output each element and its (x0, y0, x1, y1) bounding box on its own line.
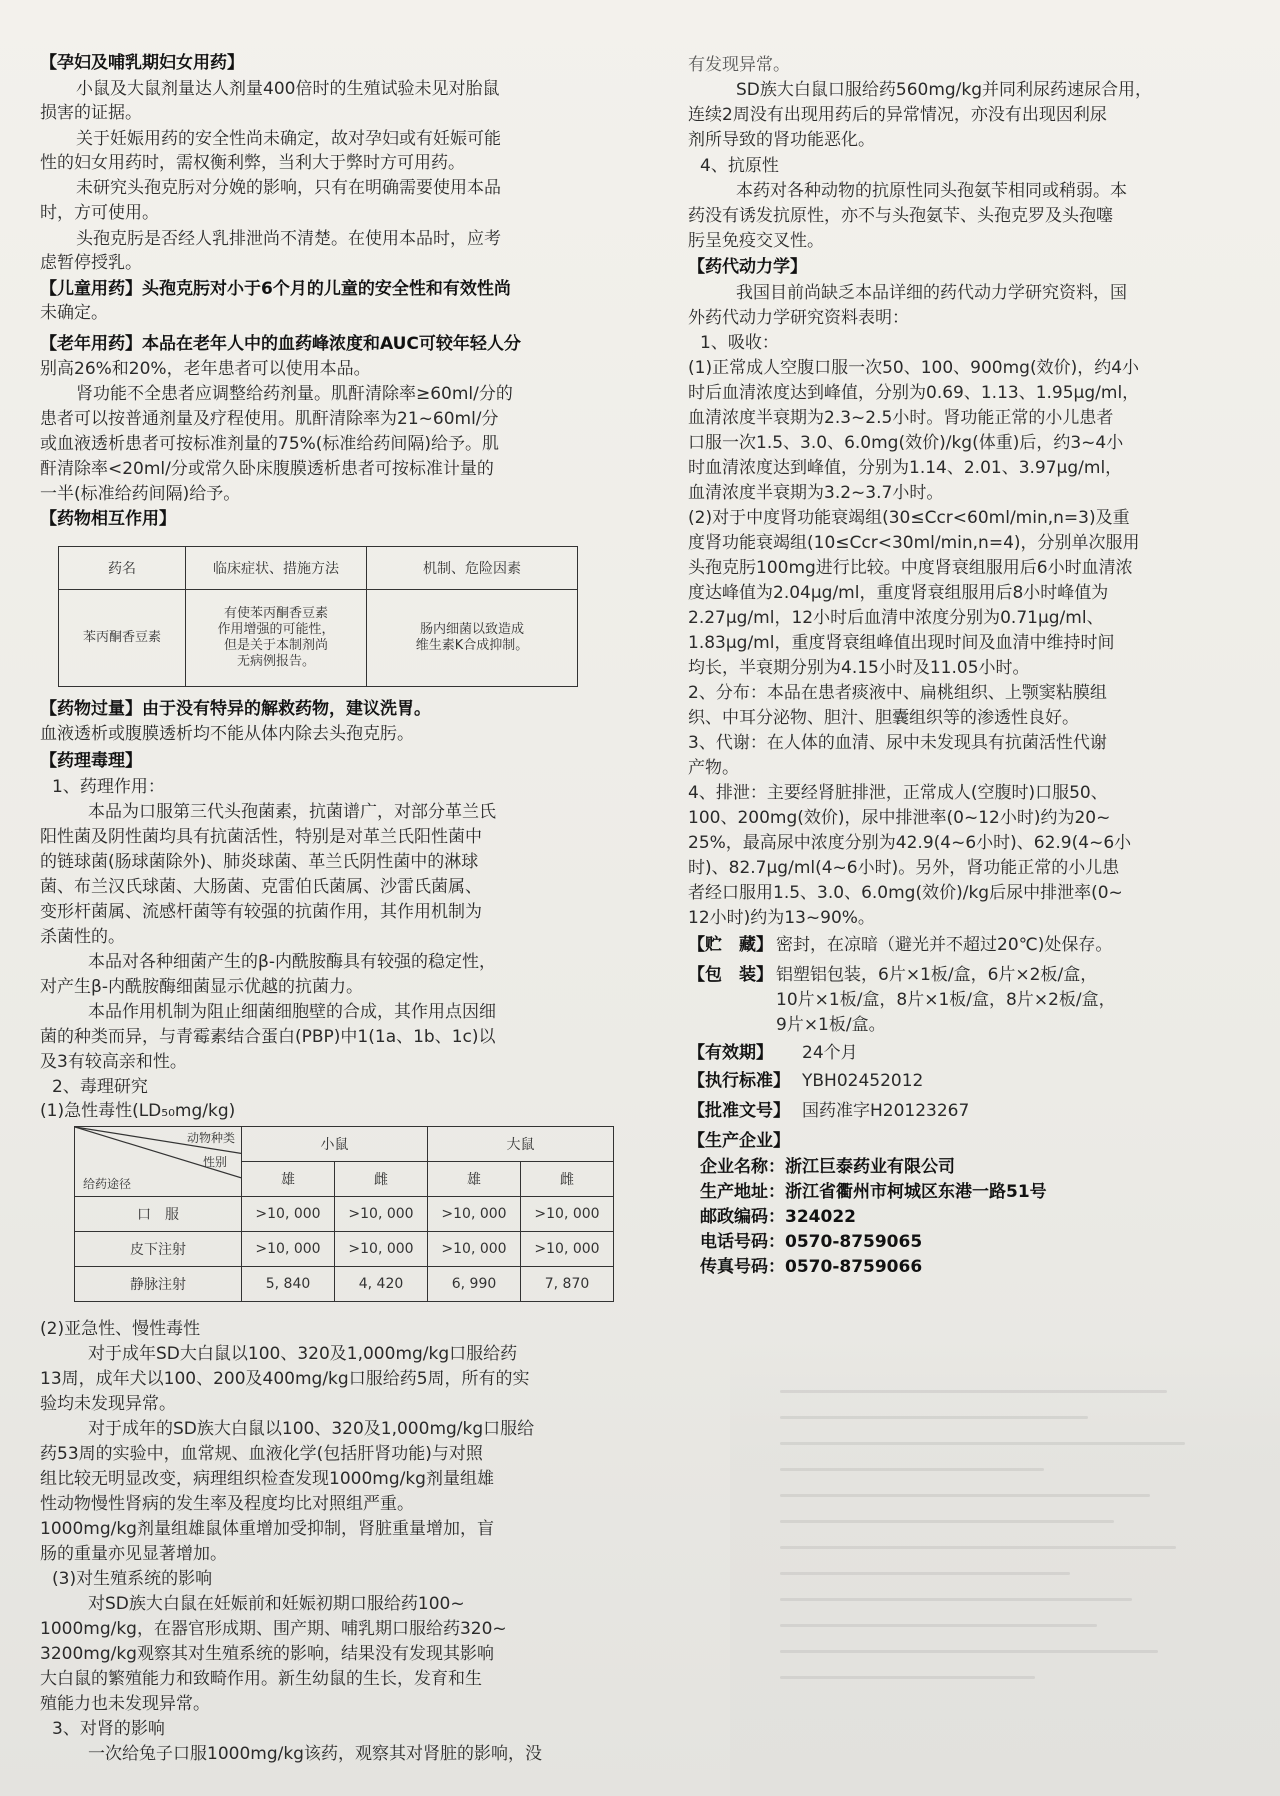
chronic-toxicity-text: 组比较无明显改变，病理组织检查发现1000mg/kg剂量组雄 (40, 1469, 494, 1489)
toxicology-text: 菌的种类而异，与青霉素结合蛋白(PBP)中1(1a、1b、1c)以 (40, 1027, 496, 1047)
table-header: 药名 (59, 547, 186, 590)
pharmacokinetics-text: 度肾功能衰竭组(10≤Ccr<30ml/min,n=4)，分别单次服用 (688, 533, 1140, 553)
pharmacokinetics-text: 产物。 (688, 758, 739, 778)
toxicology-text: 本品为口服第三代头孢菌素，抗菌谱广，对部分革兰氏 (88, 802, 496, 822)
cell-line: 作用增强的可能性， (217, 622, 335, 637)
storage-label: 【贮 藏】 (688, 935, 773, 955)
geriatric-text: 患者可以按普通剂量及疗程使用。肌酐清除率为21~60ml/分 (40, 409, 499, 429)
pharmacokinetics-text: 12小时)约为13~90%。 (688, 908, 875, 928)
chronic-toxicity-text: 验均未发现异常。 (40, 1394, 176, 1414)
toxicology-text: 2、毒理研究 (52, 1077, 148, 1097)
reproductive-text: (3)对生殖系统的影响 (52, 1569, 213, 1589)
renal-effect-text: 一次给兔子口服1000mg/kg该药，观察其对肾脏的影响，没 (88, 1744, 542, 1764)
approval-value: 国药准字H20123267 (802, 1101, 970, 1121)
geriatric-text: 别高26%和20%，老年患者可以使用本品。 (40, 359, 371, 379)
storage-value: 密封，在凉暗（避光并不超过20℃)处保存。 (776, 935, 1113, 955)
toxicology-text: 1、药理作用： (52, 777, 165, 797)
pharmacokinetics-text: 者经口服用1.5、3.0、6.0mg(效价)/kg后尿中排泄率(0~ (688, 883, 1123, 903)
table-cell: >10, 000 (335, 1197, 428, 1232)
validity-label: 【有效期】 (688, 1043, 773, 1063)
pregnancy-text: 小鼠及大鼠剂量达人剂量400倍时的生殖试验未见对胎鼠 (76, 79, 500, 99)
pediatric-text: 未确定。 (40, 303, 108, 323)
table-cell: 苯丙酮香豆素 (59, 590, 186, 687)
table-header: 雌 (335, 1162, 428, 1197)
pregnancy-heading: 【孕妇及哺乳期妇女用药】 (40, 53, 244, 73)
renal-effect-text: 连续2周没有出现用药后的异常情况，亦没有出现因利尿 (688, 105, 1107, 125)
standard-value: YBH02452012 (802, 1071, 924, 1091)
table-cell: 7, 870 (521, 1267, 614, 1302)
overdose-text: 血液透析或腹膜透析均不能从体内除去头孢克肟。 (40, 724, 414, 744)
toxicology-text: 本品作用机制为阻止细菌细胞壁的合成，其作用点因细 (88, 1002, 496, 1022)
table-row-label: 口 服 (75, 1197, 242, 1232)
reproductive-text: 1000mg/kg，在器官形成期、围产期、哺乳期口服给药320~ (40, 1619, 507, 1639)
chronic-toxicity-text: 肠的重量亦见显著增加。 (40, 1544, 227, 1564)
pregnancy-text: 关于妊娠用药的安全性尚未确定，故对孕妇或有妊娠可能 (76, 129, 501, 149)
pharmacokinetics-text: 血清浓度半衰期为2.3~2.5小时。肾功能正常的小儿患者 (688, 408, 1114, 428)
cell-line: 无病例报告。 (236, 654, 315, 669)
renal-effect-text: SD族大白鼠口服给药560mg/kg并同利尿药速尿合用， (736, 80, 1153, 100)
acute-toxicity-table (74, 1126, 614, 1302)
reproductive-text: 大白鼠的繁殖能力和致畸作用。新生幼鼠的生长，发育和生 (40, 1669, 482, 1689)
pharmacokinetics-text: 时后血清浓度达到峰值，分别为0.69、1.13、1.95μg/ml， (688, 383, 1140, 403)
pharmacokinetics-text: 时)、82.7μg/ml(4~6小时)。另外，肾功能正常的小儿患 (688, 858, 1120, 878)
antigenicity-text: 肟呈免疫交叉性。 (688, 231, 824, 251)
geriatric-text: 酐清除率<20ml/分或常久卧床腹膜透析患者可按标准计量的 (40, 459, 494, 479)
table-cell: 4, 420 (335, 1267, 428, 1302)
toxicology-text: 本品对各种细菌产生的β-内酰胺酶具有较强的稳定性， (88, 952, 496, 972)
toxicology-text: (1)急性毒性(LD₅₀mg/kg) (40, 1101, 236, 1121)
pregnancy-text: 虑暂停授乳。 (40, 253, 142, 273)
manufacturer-fax: 传真号码：0570-8759066 (700, 1257, 923, 1277)
manufacturer-phone: 电话号码：0570-8759065 (700, 1232, 923, 1252)
pharmacokinetics-text: 1.83μg/ml，重度肾衰组峰值出现时间及血清中维持时间 (688, 633, 1115, 653)
table-row-label: 皮下注射 (75, 1232, 242, 1267)
geriatric-text: 一半(标准给药间隔)给予。 (40, 484, 241, 504)
antigenicity-text: 本药对各种动物的抗原性同头孢氨苄相同或稍弱。本 (736, 181, 1127, 201)
cell-line: 肠内细菌以致造成 (419, 622, 524, 637)
table-cell: >10, 000 (428, 1232, 521, 1267)
packaging-value: 铝塑铝包装，6片×1板/盒，6片×2板/盒， (776, 965, 1098, 985)
pharmacokinetics-text: 4、排泄：主要经肾脏排泄，正常成人(空腹时)口服50、 (688, 783, 1108, 803)
table-cell: >10, 000 (335, 1232, 428, 1267)
renal-effect-text: 剂所导致的肾功能恶化。 (688, 130, 875, 150)
table-cell: >10, 000 (242, 1197, 335, 1232)
interaction-heading: 【药物相互作用】 (40, 509, 176, 529)
pharmacokinetics-text: 口服一次1.5、3.0、6.0mg(效价)/kg(体重)后，约3~4小 (688, 433, 1124, 453)
pediatric-section: 【儿童用药】头孢克肟对小于6个月的儿童的安全性和有效性尚 (40, 279, 511, 299)
toxicology-heading: 【药理毒理】 (40, 751, 142, 771)
toxicology-text: 变形杆菌属、流感杆菌等有较强的抗菌作用，其作用机制为 (40, 902, 482, 922)
cell-line: 有使苯丙酮香豆素 (223, 606, 328, 621)
pharmacokinetics-text: 血清浓度半衰期为3.2~3.7小时。 (688, 483, 944, 503)
pregnancy-text: 性的妇女用药时，需权衡利弊，当利大于弊时方可用药。 (40, 153, 465, 173)
pregnancy-text: 头孢克肟是否经人乳排泄尚不清楚。在使用本品时，应考 (76, 229, 501, 249)
table-header: 雄 (428, 1162, 521, 1197)
overdose-section: 【药物过量】由于没有特异的解救药物，建议洗胃。 (40, 699, 431, 719)
pharmacokinetics-text: 2、分布：本品在患者痰液中、扁桃组织、上颚窦粘膜组 (688, 683, 1107, 703)
table-cell (367, 590, 578, 687)
toxicology-text: 菌、布兰汉氏球菌、大肠菌、克雷伯氏菌属、沙雷氏菌属、 (40, 877, 482, 897)
faded-bleedthrough-lines (780, 1390, 1220, 1702)
pharmacokinetics-text: (2)对于中度肾功能衰竭组(30≤Ccr<60ml/min,n=3)及重 (688, 508, 1130, 528)
interaction-table (58, 546, 578, 687)
antigenicity-text: 4、抗原性 (700, 156, 779, 176)
cell-line: 但是关于本制剂尚 (223, 638, 328, 653)
table-header: 雄 (242, 1162, 335, 1197)
cell-line: 维生素K合成抑制。 (415, 638, 529, 653)
manufacturer-zip: 邮政编码：324022 (700, 1207, 856, 1227)
table-cell: >10, 000 (242, 1232, 335, 1267)
corner-label: 性别 (202, 1155, 227, 1169)
packaging-value: 9片×1板/盒。 (776, 1015, 886, 1035)
pharmacokinetics-text: 织、中耳分泌物、胆汁、胆囊组织等的渗透性良好。 (688, 708, 1079, 728)
geriatric-text: 肾功能不全患者应调整给药剂量。肌酐清除率≥60ml/分的 (76, 384, 513, 404)
table-header: 大鼠 (428, 1127, 614, 1162)
pharmacokinetics-text: 均长，半衰期分别为4.15小时及11.05小时。 (688, 658, 1030, 678)
table-header: 雌 (521, 1162, 614, 1197)
pharmacokinetics-text: 100、200mg(效价)，尿中排泄率(0~12小时)约为20~ (688, 808, 1111, 828)
chronic-toxicity-text: 药53周的实验中，血常规、血液化学(包括肝肾功能)与对照 (40, 1444, 483, 1464)
pharmacokinetics-text: 1、吸收： (700, 333, 779, 353)
table-cell: 6, 990 (428, 1267, 521, 1302)
reproductive-text: 3200mg/kg观察其对生殖系统的影响，结果没有发现其影响 (40, 1644, 494, 1664)
pharmacokinetics-text: 2.27μg/ml，12小时后血清中浓度分别为0.71μg/ml、 (688, 608, 1104, 628)
chronic-toxicity-text: 对于成年SD大白鼠以100、320及1,000mg/kg口服给药 (88, 1344, 518, 1364)
reproductive-text: 对SD族大白鼠在妊娠前和妊娠初期口服给药100~ (88, 1594, 465, 1614)
pharmacokinetics-text: 25%，最高尿中浓度分别为42.9(4~6小时)、62.9(4~6小 (688, 833, 1132, 853)
approval-label: 【批准文号】 (688, 1101, 790, 1121)
table-cell: >10, 000 (428, 1197, 521, 1232)
pharmacokinetics-text: 时血清浓度达到峰值，分别为1.14、2.01、3.97μg/ml， (688, 458, 1123, 478)
table-cell: 5, 840 (242, 1267, 335, 1302)
manufacturer-name: 企业名称：浙江巨泰药业有限公司 (700, 1157, 955, 1177)
table-header: 小鼠 (242, 1127, 428, 1162)
table-cell: >10, 000 (521, 1232, 614, 1267)
pharmacokinetics-text: 我国目前尚缺乏本品详细的药代动力学研究资料，国 (736, 283, 1127, 303)
chronic-toxicity-text: 性动物慢性肾病的发生率及程度均比对照组严重。 (40, 1494, 414, 1514)
manufacturer-label: 【生产企业】 (688, 1131, 790, 1151)
table-header: 临床症状、措施方法 (186, 547, 367, 590)
pharmacokinetics-text: 头孢克肟100mg进行比较。中度肾衰组服用后6小时血清浓 (688, 558, 1133, 578)
corner-label: 给药途径 (83, 1177, 132, 1191)
chronic-toxicity-text: 1000mg/kg剂量组雄鼠体重增加受抑制，肾脏重量增加，盲 (40, 1519, 494, 1539)
toxicology-text: 对产生β-内酰胺酶细菌显示优越的抗菌力。 (40, 977, 363, 997)
toxicology-text: 阳性菌及阴性菌均具有抗菌活性，特别是对革兰氏阳性菌中 (40, 827, 482, 847)
chronic-toxicity-text: 对于成年的SD族大白鼠以100、320及1,000mg/kg口服给 (88, 1419, 535, 1439)
pharmacokinetics-text: (1)正常成人空腹口服一次50、100、900mg(效价)，约4小 (688, 358, 1140, 378)
chronic-toxicity-text: (2)亚急性、慢性毒性 (40, 1319, 201, 1339)
table-cell (186, 590, 367, 687)
manufacturer-address: 生产地址：浙江省衢州市柯城区东港一路51号 (700, 1182, 1047, 1202)
pregnancy-text: 损害的证据。 (40, 103, 142, 123)
table-cell: >10, 000 (521, 1197, 614, 1232)
table-header: 机制、危险因素 (367, 547, 578, 590)
renal-effect-text: 3、对肾的影响 (52, 1719, 165, 1739)
packaging-value: 10片×1板/盒，8片×1板/盒，8片×2板/盒， (776, 990, 1116, 1010)
renal-effect-text: 有发现异常。 (688, 55, 790, 75)
toxicology-text: 杀菌性的。 (40, 927, 125, 947)
antigenicity-text: 药没有诱发抗原性，亦不与头孢氨苄、头孢克罗及头孢噻 (688, 206, 1113, 226)
pharmacokinetics-text: 外药代动力学研究资料表明： (688, 308, 909, 328)
standard-label: 【执行标准】 (688, 1071, 790, 1091)
validity-value: 24个月 (802, 1043, 858, 1063)
geriatric-section: 【老年用药】本品在老年人中的血药峰浓度和AUC可较年轻人分 (40, 334, 521, 354)
pregnancy-text: 未研究头孢克肟对分娩的影响，只有在明确需要使用本品 (76, 178, 501, 198)
table-corner (75, 1127, 242, 1197)
reproductive-text: 殖能力也未发现异常。 (40, 1694, 210, 1714)
pharmacokinetics-heading: 【药代动力学】 (688, 257, 807, 277)
pharmacokinetics-text: 度达峰值为2.04μg/ml，重度肾衰组服用后8小时峰值为 (688, 583, 1109, 603)
pregnancy-text: 时，方可使用。 (40, 203, 159, 223)
corner-label: 动物种类 (186, 1131, 235, 1145)
chronic-toxicity-text: 13周，成年犬以100、200及400mg/kg口服给药5周，所有的实 (40, 1369, 530, 1389)
table-row-label: 静脉注射 (75, 1267, 242, 1302)
packaging-label: 【包 装】 (688, 965, 773, 985)
toxicology-text: 的链球菌(肠球菌除外)、肺炎球菌、革兰氏阴性菌中的淋球 (40, 852, 479, 872)
toxicology-text: 及3有较高亲和性。 (40, 1052, 187, 1072)
geriatric-text: 或血液透析患者可按标准剂量的75%(标准给药间隔)给予。肌 (40, 434, 500, 454)
pharmacokinetics-text: 3、代谢：在人体的血清、尿中未发现具有抗菌活性代谢 (688, 733, 1107, 753)
